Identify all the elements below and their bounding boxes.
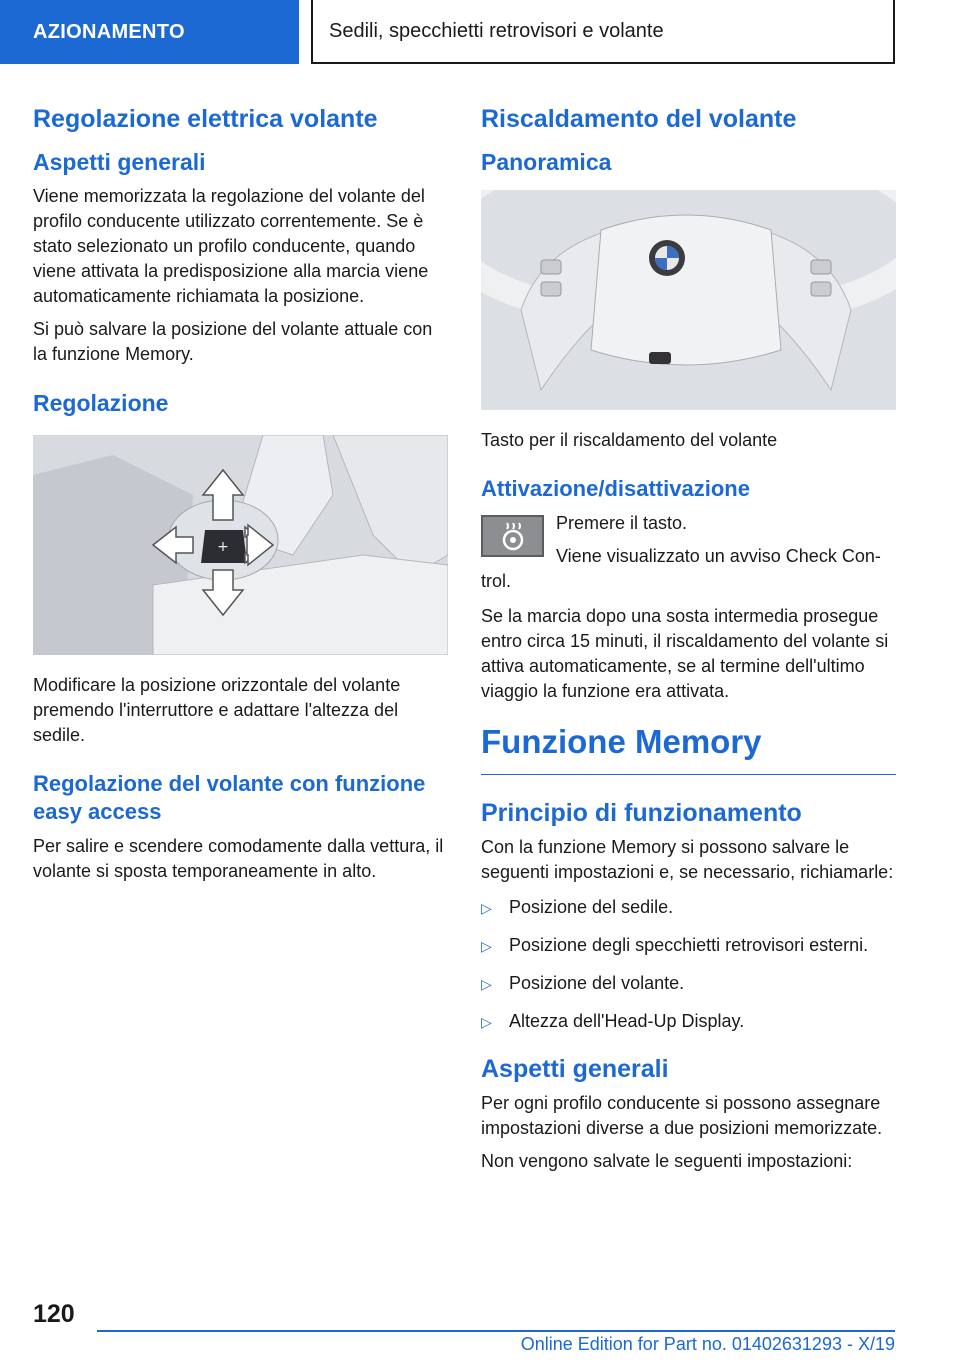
left-column bbox=[33, 96, 448, 892]
paragraph: Per salire e scendere comodamente dalla vettura, il volante si sposta temporaneamente in alto. bbox=[33, 836, 444, 881]
footer-edition-text: Online Edition for Part no. 01402631293 - X/19 bbox=[520, 1334, 895, 1354]
heading-memory-function: Funzione Memory bbox=[481, 722, 896, 775]
paragraph: Viene memorizzata la regolazione del volante del profilo conducente utilizzato correntemente. Se è stato selezionato un profilo conducente, quando viene attivata la predisposizione alla marcia viene automaticamente richiamata la posizione. bbox=[33, 186, 429, 306]
paragraph: Per ogni profilo conducente si possono assegnare impostazioni diverse a due posizioni memorizzate. bbox=[481, 1093, 883, 1138]
triangle-bullet-icon: ▷ bbox=[481, 1014, 492, 1030]
activation-block bbox=[481, 511, 896, 594]
heading-electric-wheel-adjust: Regolazione elettrica volante bbox=[33, 105, 378, 133]
list-item-text: Altezza dell'Head-Up Display. bbox=[509, 1011, 745, 1031]
list-item bbox=[481, 933, 896, 959]
heading-general: Aspetti generali bbox=[33, 149, 206, 175]
paragraph: Si può salvare la posizione del volante attuale con la funzione Memory. bbox=[33, 319, 433, 364]
heading-adjustment: Regolazione bbox=[33, 390, 169, 416]
page-number: 120 bbox=[33, 1300, 75, 1328]
heading-easy-access: Regolazione del volante con funzione easy access bbox=[33, 771, 426, 824]
paragraph: Premere il tasto. bbox=[556, 513, 688, 533]
triangle-bullet-icon: ▷ bbox=[481, 938, 492, 954]
figure-caption: Modificare la posizione orizzontale del volante premendo l'interruttore e adattare l'altezza del sedile. bbox=[33, 675, 401, 745]
triangle-bullet-icon: ▷ bbox=[481, 900, 492, 916]
figure-caption: Tasto per il riscaldamento del volante bbox=[481, 430, 778, 450]
triangle-bullet-icon: ▷ bbox=[481, 976, 492, 992]
heading-principle: Principio di funzionamento bbox=[481, 799, 802, 827]
paragraph: Con la funzione Memory si possono salvare le seguenti impostazioni e, se necessario, richiamarle: bbox=[481, 837, 894, 882]
steering-wheel-heating-button-icon bbox=[481, 515, 544, 557]
paragraph: Se la marcia dopo una sosta intermedia prosegue entro circa 15 minuti, il riscaldamento del volante si attiva automaticamente, se al termine dell'ultimo viaggio la funzione era attivata. bbox=[481, 606, 889, 701]
list-item-text: Posizione degli specchietti retrovisori esterni. bbox=[509, 935, 869, 955]
svg-text:+: + bbox=[217, 539, 229, 555]
right-column bbox=[481, 96, 896, 1182]
steering-wheel-illustration bbox=[481, 190, 896, 410]
header-section-tab: AZIONAMENTO bbox=[0, 0, 299, 64]
paragraph: Non vengono salvate le seguenti impostazioni: bbox=[481, 1151, 853, 1171]
heading-general-memory: Aspetti generali bbox=[481, 1055, 669, 1083]
list-item-text: Posizione del volante. bbox=[509, 973, 685, 993]
paragraph: Viene visualizzato un avviso Check Control. bbox=[481, 546, 881, 591]
list-item bbox=[481, 971, 896, 997]
list-item-text: Posizione del sedile. bbox=[509, 897, 674, 917]
heading-activation: Attivazione/disattivazione bbox=[481, 476, 750, 501]
header-chapter-title: Sedili, specchietti retrovisori e volante bbox=[311, 0, 895, 64]
steering-column-switch-illustration bbox=[33, 435, 448, 655]
heading-overview: Panoramica bbox=[481, 149, 612, 175]
list-item bbox=[481, 1009, 896, 1035]
heading-steering-wheel-heating: Riscaldamento del volante bbox=[481, 105, 797, 133]
footer-divider bbox=[97, 1330, 895, 1332]
memory-settings-list bbox=[481, 895, 896, 1035]
list-item bbox=[481, 895, 896, 921]
